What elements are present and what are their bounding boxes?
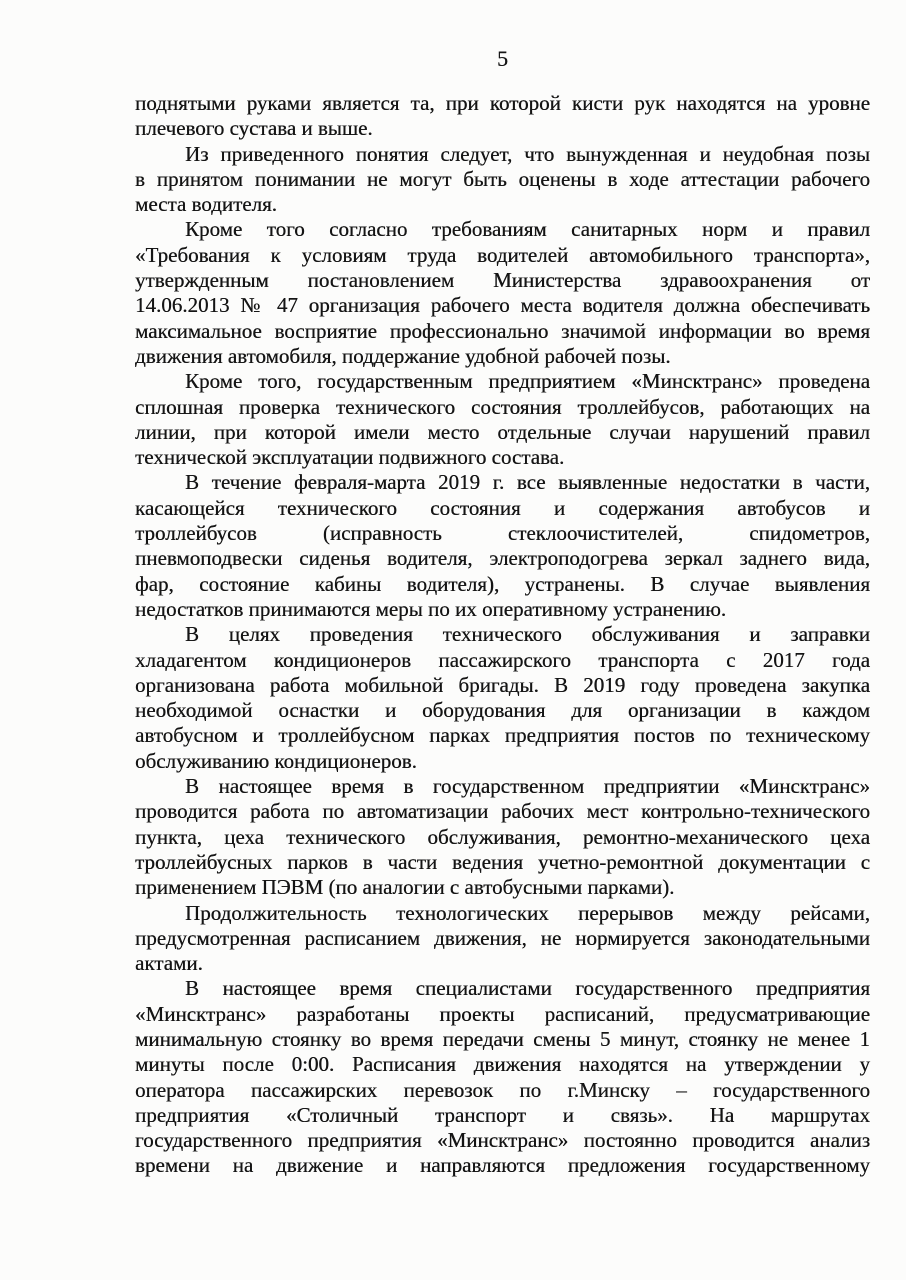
paragraph (135, 976, 870, 1178)
text-line: автобусном и троллейбусном парках предприятия постов по техническому (135, 723, 870, 748)
paragraph (135, 470, 870, 622)
text-line: касающейся технического состояния и содержания автобусов и (135, 495, 870, 520)
document-text (135, 91, 870, 1179)
text-line: Продолжительность технологических перерывов между рейсами, (185, 900, 870, 925)
paragraph (135, 369, 870, 470)
text-line: «Минсктранс» разработаны проекты расписаний, предусматривающие (135, 1001, 870, 1026)
text-line: максимальное восприятие профессионально значимой информации во время (135, 318, 870, 343)
text-line: недостатков принимаются меры по их оперативному устранению. (135, 596, 727, 621)
text-line: Кроме того согласно требованиям санитарных норм и правил (185, 217, 870, 242)
paragraph (135, 622, 870, 774)
text-line: необходимой оснастки и оборудования для организации в каждом (135, 698, 870, 723)
text-line: в принятом понимании не могут быть оценены в ходе аттестации рабочего (135, 166, 870, 191)
text-line: оператора пассажирских перевозок по г.Минску – государственного (135, 1077, 870, 1102)
text-line: предприятия «Столичный транспорт и связь». На маршрутах (135, 1102, 870, 1127)
text-line: В настоящее время в государственном предприятии «Минсктранс» (185, 774, 870, 799)
text-line: утвержденным постановлением Министерства здравоохранения от (135, 268, 870, 293)
text-line: актами. (135, 951, 203, 976)
text-line: минимальную стоянку во время передачи смены 5 минут, стоянку не менее 1 (135, 1026, 870, 1051)
paragraph (135, 142, 870, 218)
text-line: минуты после 0:00. Расписания движения находятся на утверждении у (135, 1052, 870, 1077)
text-line: применением ПЭВМ (по аналогии с автобусными парками). (135, 875, 675, 900)
text-line: обслуживанию кондиционеров. (135, 748, 417, 773)
text-line: времени на движение и направляются предложения государственному (135, 1153, 870, 1178)
text-line: В целях проведения технического обслуживания и заправки (185, 622, 870, 647)
text-line: троллейбусных парков в части ведения учетно-ремонтной документации с (135, 849, 870, 874)
text-line: предусмотренная расписанием движения, не нормируется законодательными (135, 925, 870, 950)
text-line: проводится работа по автоматизации рабочих мест контрольно-технического (135, 799, 870, 824)
text-line: государственного предприятия «Минсктранс» постоянно проводится анализ (135, 1128, 870, 1153)
text-line: сплошная проверка технического состояния троллейбусов, работающих на (135, 394, 870, 419)
text-line: пневмоподвески сиденья водителя, электроподогрева зеркал заднего вида, (135, 546, 870, 571)
paragraph (135, 91, 870, 142)
paragraph (135, 901, 870, 977)
text-line: «Требования к условиям труда водителей автомобильного транспорта», (135, 242, 870, 267)
text-line: фар, состояние кабины водителя), устранены. В случае выявления (135, 571, 870, 596)
text-line: В настоящее время специалистами государственного предприятия (185, 976, 870, 1001)
text-line: пункта, цеха технического обслуживания, ремонтно-механического цеха (135, 824, 870, 849)
paragraph (135, 774, 870, 900)
text-line: организована работа мобильной бригады. В 2019 году проведена закупка (135, 672, 870, 697)
text-line: поднятыми руками является та, при которой кисти рук находятся на уровне (135, 91, 870, 115)
text-line: Из приведенного понятия следует, что вынужденная и неудобная позы (185, 141, 870, 166)
text-line: В течение февраля-марта 2019 г. все выявленные недостатки в части, (185, 470, 870, 495)
text-line: плечевого сустава и выше. (135, 116, 373, 141)
text-line: Кроме того, государственным предприятием «Минсктранс» проведена (185, 369, 870, 394)
text-line: места водителя. (135, 192, 277, 217)
text-line: хладагентом кондиционеров пассажирского транспорта с 2017 года (135, 647, 870, 672)
text-line: линии, при которой имели место отдельные случаи нарушений правил (135, 419, 870, 444)
page-number: 5 (497, 46, 508, 71)
text-line: технической эксплуатации подвижного состава. (135, 445, 565, 470)
paragraph (135, 217, 870, 369)
text-line: движения автомобиля, поддержание удобной рабочей позы. (135, 343, 671, 368)
text-line: 14.06.2013 № 47 организация рабочего места водителя должна обеспечивать (135, 293, 870, 318)
text-line: троллейбусов (исправность стеклоочистителей, спидометров, (135, 521, 870, 546)
